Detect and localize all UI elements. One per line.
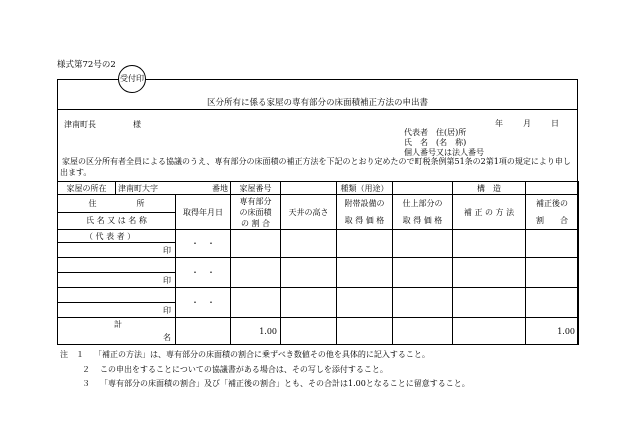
owner-3-ratio[interactable] bbox=[231, 288, 281, 318]
owner-1-finish[interactable] bbox=[393, 230, 453, 258]
owner-3-corrected[interactable] bbox=[526, 288, 579, 318]
owner-2-ratio[interactable] bbox=[231, 258, 281, 288]
owner-3-equipment[interactable] bbox=[337, 288, 393, 318]
declaration-text: 家屋の区分所有者全員による協議のうえ、専有部分の床面積の補正方法を下記のとおり定めたので町税条例第51条の2第1項の規定により申し出ます。 bbox=[60, 157, 571, 177]
total-label-line1: 計 bbox=[114, 320, 122, 329]
header-floor-ratio: 専有部分 の床面積 の 割 合 bbox=[231, 195, 281, 230]
owner-2-method[interactable] bbox=[453, 258, 526, 288]
notes bbox=[60, 348, 470, 392]
application-table bbox=[57, 181, 579, 345]
note-1: 注 １ 「補正の方法」は、専有部分の床面積の割合に乗ずべき数値その他を具体的に記入すること。 bbox=[60, 350, 430, 359]
owner-1-method[interactable] bbox=[453, 230, 526, 258]
owner-2-address[interactable] bbox=[58, 258, 176, 273]
house-number-value[interactable] bbox=[281, 182, 337, 195]
representative-name-label: 氏 名 (名 称) bbox=[404, 138, 467, 147]
owner-3-seal: 印 bbox=[58, 303, 176, 318]
representative-number-label: 個人番号又は法人番号 bbox=[404, 148, 484, 157]
addressee-honorific: 様 bbox=[133, 120, 141, 129]
date-year-label: 年 bbox=[495, 119, 503, 128]
total-label bbox=[58, 318, 176, 345]
owner-1-date[interactable]: ・ ・ bbox=[176, 230, 231, 258]
owner-1-ceiling[interactable] bbox=[281, 230, 337, 258]
total-method bbox=[453, 318, 526, 345]
owner-2-finish[interactable] bbox=[393, 258, 453, 288]
header-ceiling-height: 天井の高さ bbox=[281, 195, 337, 230]
owner-1-seal: 印 bbox=[58, 243, 176, 258]
lot-suffix: 番地 bbox=[212, 183, 228, 193]
structure-label: 構 造 bbox=[453, 182, 526, 195]
header-address: 住 所 bbox=[58, 195, 176, 213]
header-acquisition-date: 取得年月日 bbox=[176, 195, 231, 230]
owner-3-address[interactable] bbox=[58, 288, 176, 303]
owner-2-corrected[interactable] bbox=[526, 258, 579, 288]
date-day-label: 日 bbox=[551, 119, 559, 128]
title-divider bbox=[57, 109, 578, 110]
date-field bbox=[495, 118, 559, 129]
header-finish-cost: 仕上部分の 取 得 価 格 bbox=[393, 195, 453, 230]
location-value: 津南町大字 bbox=[118, 183, 158, 193]
total-equipment bbox=[337, 318, 393, 345]
total-ceiling bbox=[281, 318, 337, 345]
header-representative: （ 代 表 者 ） bbox=[58, 230, 176, 243]
owner-2-ceiling[interactable] bbox=[281, 258, 337, 288]
owner-2-date[interactable]: ・ ・ bbox=[176, 258, 231, 288]
form-title: 区分所有に係る家屋の専有部分の床面積補正方法の申出書 bbox=[206, 98, 428, 108]
form-number: 様式第72号の2 bbox=[57, 60, 116, 70]
owner-2-seal: 印 bbox=[58, 273, 176, 288]
type-label: 種類（用途） bbox=[337, 182, 393, 195]
location-label: 家屋の所在 bbox=[58, 182, 116, 195]
house-number-label: 家屋番号 bbox=[231, 182, 281, 195]
owner-1-ratio[interactable] bbox=[231, 230, 281, 258]
total-corrected-ratio: 1.00 bbox=[526, 318, 579, 345]
representative-block bbox=[404, 128, 484, 158]
note-3: ３ 「専有部分の床面積の割合」及び「補正後の割合」とも、その合計は1.00となることに留意すること。 bbox=[82, 379, 470, 388]
owner-3-method[interactable] bbox=[453, 288, 526, 318]
addressee-town: 津南町長 bbox=[64, 120, 96, 129]
header-corrected-ratio: 補正後の 割 合 bbox=[526, 195, 579, 230]
header-name: 氏 名 又 は 名 称 bbox=[58, 212, 176, 230]
owner-2-equipment[interactable] bbox=[337, 258, 393, 288]
owner-3-finish[interactable] bbox=[393, 288, 453, 318]
owner-3-ceiling[interactable] bbox=[281, 288, 337, 318]
receipt-stamp: 受付印 bbox=[118, 65, 146, 93]
header-equipment-cost: 附帯設備の 取 得 価 格 bbox=[337, 195, 393, 230]
location-cell[interactable] bbox=[116, 182, 231, 195]
structure-value[interactable] bbox=[526, 182, 579, 195]
total-finish bbox=[393, 318, 453, 345]
date-month-label: 月 bbox=[523, 119, 531, 128]
owner-1-corrected[interactable] bbox=[526, 230, 579, 258]
representative-address-label: 代表者 住(居)所 bbox=[404, 128, 467, 137]
owner-3-date[interactable]: ・ ・ bbox=[176, 288, 231, 318]
owner-1-equipment[interactable] bbox=[337, 230, 393, 258]
note-2: ２ この申出をすることについての協議書がある場合は、その写しを添付すること。 bbox=[82, 364, 388, 374]
total-label-line2: 名 bbox=[163, 333, 171, 342]
type-value[interactable] bbox=[393, 182, 453, 195]
header-correction-method: 補 正 の 方 法 bbox=[453, 195, 526, 230]
addressee bbox=[64, 119, 141, 130]
total-floor-ratio: 1.00 bbox=[231, 318, 281, 345]
total-date bbox=[176, 318, 231, 345]
